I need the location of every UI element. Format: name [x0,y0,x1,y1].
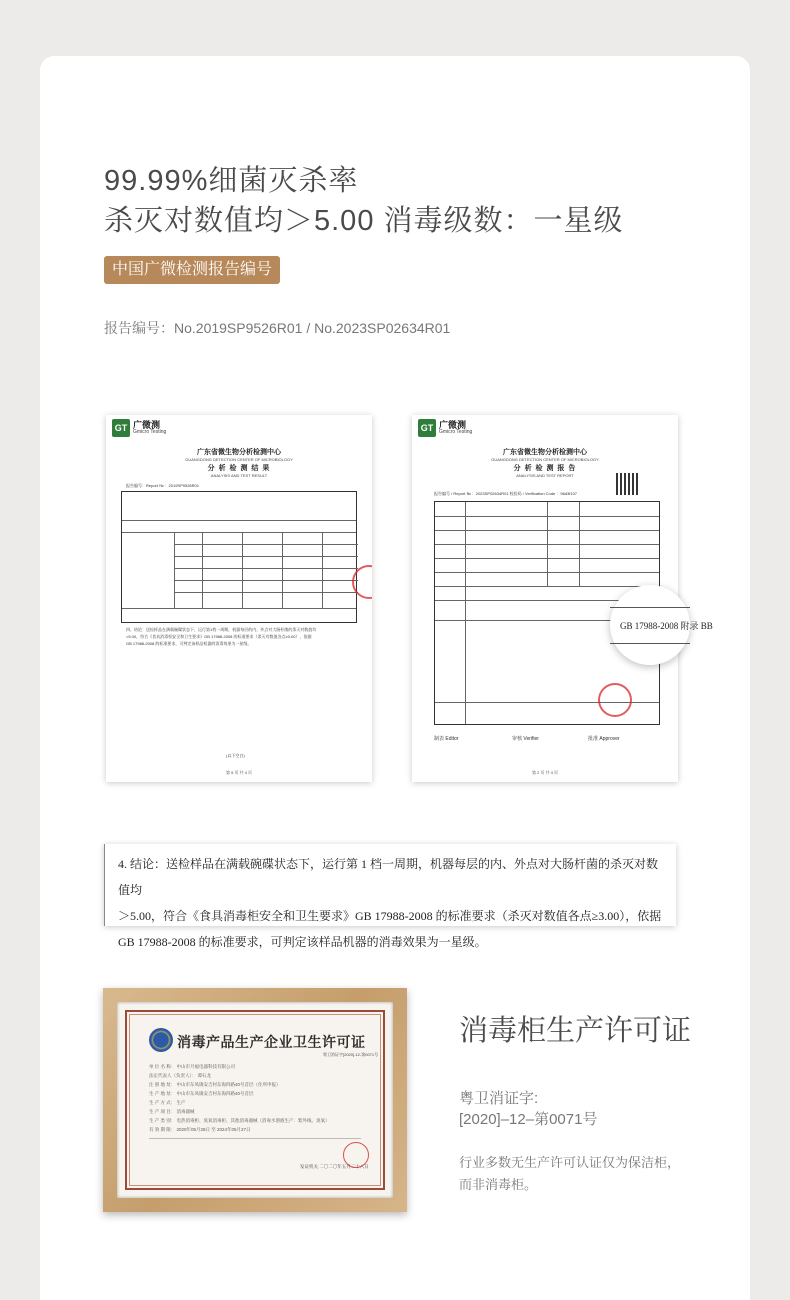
headline-kill-rate: 99.99%细菌灭杀率 [104,165,359,197]
report2-page-number: 第 2 页 共 4 页 [531,770,558,775]
report1-end-note: (以下空白) [226,753,245,758]
report-meta: 报告编号：Report № ：2019SP9526R01 [126,483,199,488]
verifier-signature: 审核 Verifier [512,736,539,742]
health-emblem-icon [149,1028,173,1052]
red-seal-icon [598,683,632,717]
headline-log-value: 杀灭对数值均＞5.00 消毒级数：一星级 [104,205,624,237]
certificate-issuer: 发证机关 二〇二〇年五月二十八日 [300,1164,369,1169]
report-org-en: GUANGDONG DETECTION CENTER OF MICROBIOLOGY [491,457,599,462]
license-number-label: 粤卫消证字: [459,1090,539,1107]
magnifier-standard-text: GB 17988-2008 附录 BB [620,621,713,631]
report-org-en: GUANGDONG DETECTION CENTER OF MICROBIOLOGY [185,457,293,462]
logo-text-en: Gmicro Testing [133,429,167,435]
certificate-paper [117,1002,393,1198]
license-title: 消毒柜生产许可证 [459,1015,692,1047]
logo-text-cn: 广微测 [439,420,467,430]
report1-page-number: 第 5 页 共 4 页 [225,770,252,775]
certificate-row: 注 册 地 址： 中山市东凤镇安吉村东海四路40号首层（住所申报） [149,1082,281,1087]
report-numbers: 报告编号：No.2019SP9526R01 / No.2023SP02634R01 [104,320,451,336]
gmicro-logo-icon: GT [418,419,436,437]
conclusion-line-1: 4. 结论：送检样品在满载碗碟状态下，运行第 1 档一周期，机器每层的内、外点对大肠杆菌的杀灭对数值均 [118,857,659,897]
report-org: 广东省微生物分析检测中心 [197,449,281,456]
certificate-title: 消毒产品生产企业卫生许可证 [177,1034,366,1050]
report-title: 分 析 检 测 结 果 [207,465,271,472]
report-meta: 报告编号 / Report № ：2023SP02634R01 校验码 / Verification Code ：96d3f107 [434,491,578,496]
report-title-en: ANALYSIS AND TEST REPORT [516,473,574,478]
report1-conclusion-line-3: GB 17988-2008 的标准要求，可判定该样品机器的消毒效果为一星级。 [126,641,252,646]
certificate-frame [103,988,407,1212]
conclusion-line-3: GB 17988-2008 的标准要求，可判定该样品机器的消毒效果为一星级。 [118,935,487,949]
report-title: 分 析 检 测 报 告 [513,465,577,472]
test-report-result-page [106,415,372,782]
license-description-line-1: 行业多数无生产许可认证仅为保洁柜， [459,1155,681,1170]
certificate-row: 单 位 名 称： 中山市月福电器科技有限公司 [149,1064,235,1069]
certificate-row: 法定代表人（负责人）： 谭石龙 [149,1073,211,1078]
logo-text-en: Gmicro Testing [439,429,473,435]
certificate-row: 生 产 方 式： 生产 [149,1100,186,1105]
qr-code-icon [616,473,638,495]
gmicro-logo-icon: GT [112,419,130,437]
license-number-value: [2020]–12–第0071号 [459,1111,598,1128]
approver-signature: 批准 Approver [588,736,620,742]
report-org: 广东省微生物分析检测中心 [503,449,587,456]
certificate-row: 生 产 项 目： 消毒器械 [149,1109,195,1114]
conclusion-line-2: ＞5.00，符合《食具消毒柜安全和卫生要求》GB 17988-2008 的标准要求（杀灭对数值各点≥3.00），依据 [118,909,662,923]
editor-signature: 制表 Editor [434,736,459,742]
certificate-row: 生 产 类 别： 电热消毒柜、臭氧消毒柜、其他消毒器械（消毒水溶液生产：紫外线、臭氧） [149,1118,330,1123]
result-table [121,491,357,623]
report-badge: 中国广微检测报告编号 [104,256,280,284]
report1-conclusion-line-1: 四、结论：送检样品在满载碗碟状态下，运行第1档一周期，机器每层的内、外点对大肠杆菌的杀灭对数值均 [126,627,317,632]
logo-text-cn: 广微测 [133,420,161,430]
conclusion-excerpt [104,844,676,949]
magnifier-callout [610,585,713,665]
license-description-line-2: 而非消毒柜。 [459,1177,538,1192]
report-title-en: ANALYSIS AND TEST RESULT [210,473,268,478]
report1-conclusion-line-2: >5.00，符合《食具消毒柜安全和卫生要求》GB 17988-2008 的标准要求（杀灭对数值各点≥3.00），依据 [126,634,312,639]
certificate-row: 有 效 期 限： 2020年05月28日 至 2024年05月27日 [149,1127,251,1132]
certificate-row: 生 产 地 址： 中山市东凤镇安吉村东海四路40号首层 [149,1091,254,1096]
certificate-number: 粤卫消证字[2020]-12-第0071号 [323,1052,379,1057]
